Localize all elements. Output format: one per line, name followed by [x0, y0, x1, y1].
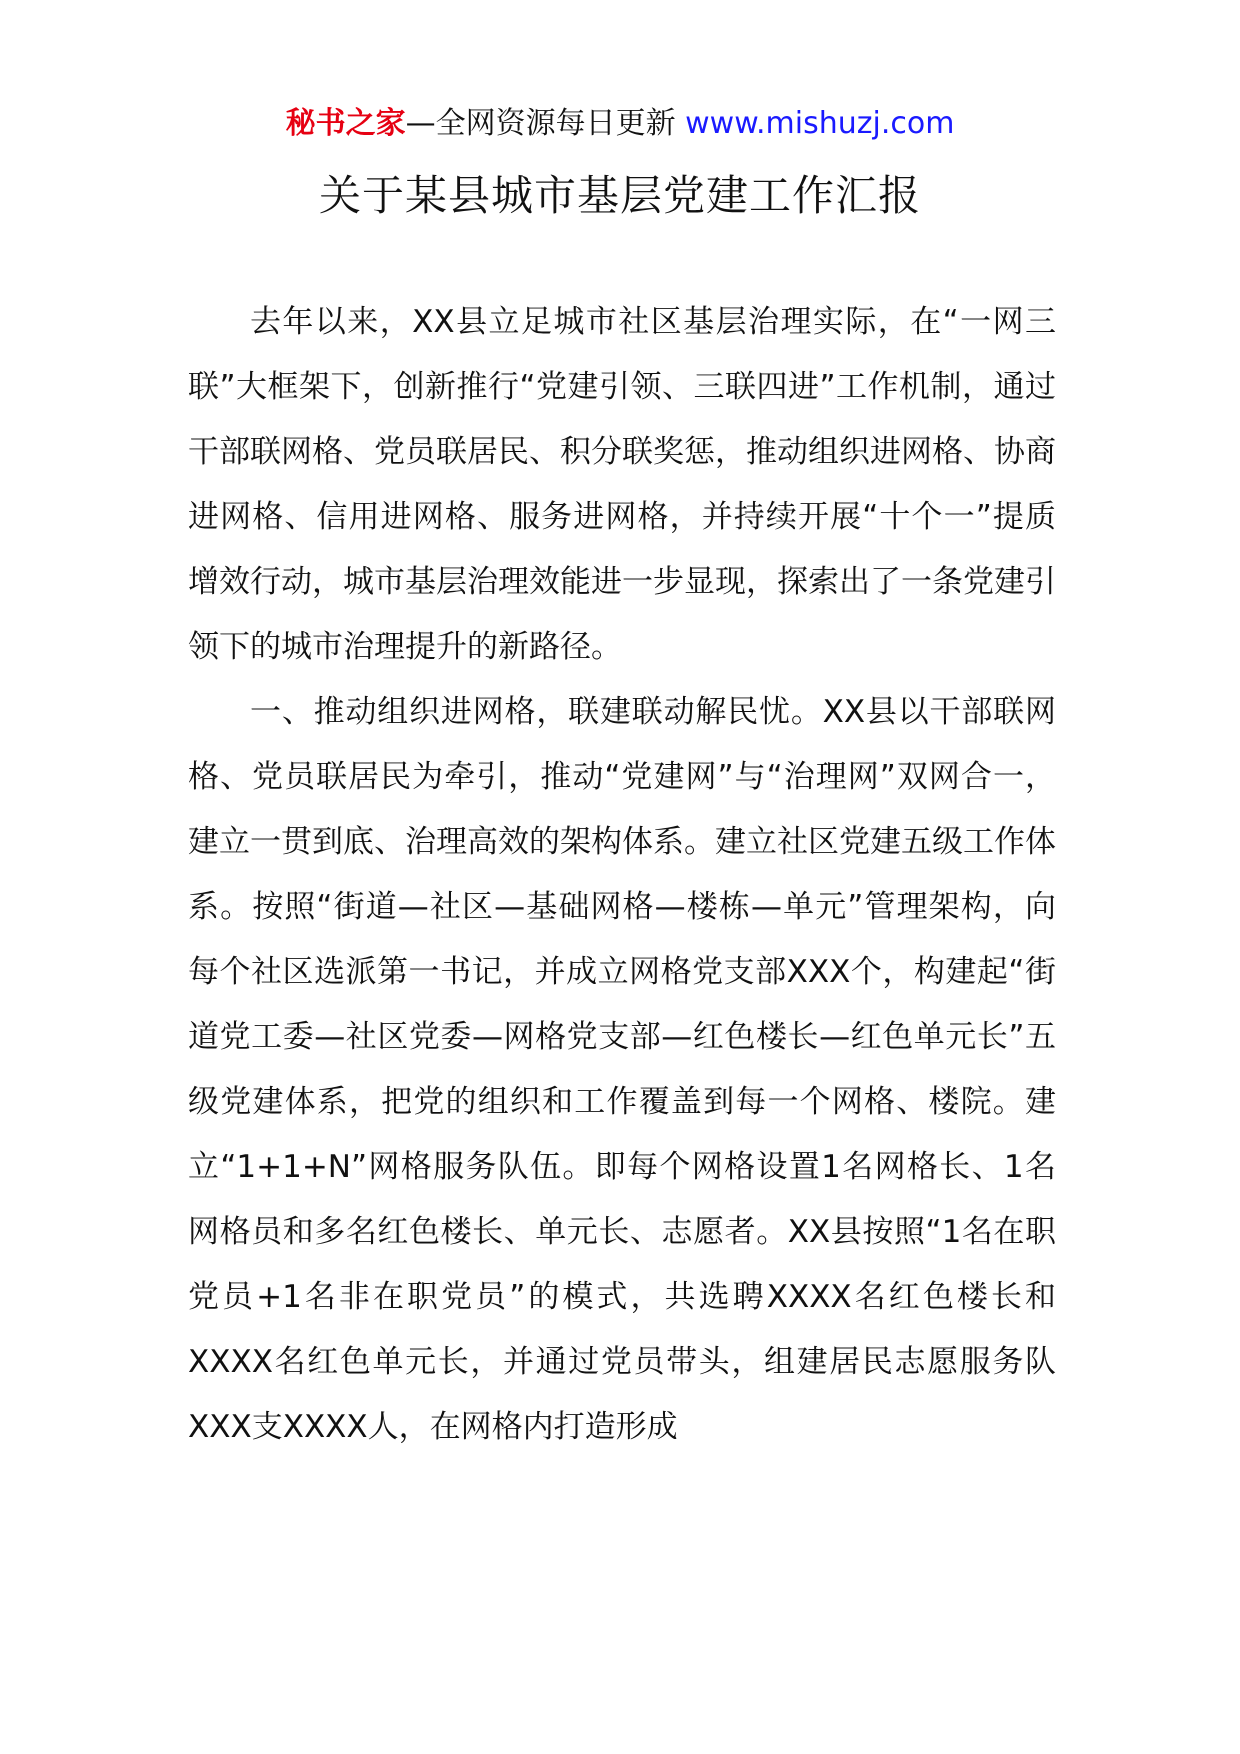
brand-name: 秘书之家 — [285, 106, 406, 141]
site-header — [0, 104, 1240, 144]
body-paragraph-intro: 去年以来，XX县立足城市社区基层治理实际，在“一网三联”大框架下，创新推行“党建引领、三联四进”工作机制，通过干部联网格、党员联居民、积分联奖惩，推动组织进网格、协商进网格、信用进网格、服务进网格，并持续开展“十个一”提质增效行动，城市基层治理效能进一步显现，探索出了一条党建引领下的城市治理提升的新路径。 — [188, 304, 1056, 665]
header-tagline: —全网资源每日更新 — [405, 106, 686, 141]
document-body — [188, 290, 1056, 1460]
document-title: 关于某县城市基层党建工作汇报 — [318, 171, 921, 220]
site-url-link[interactable]: www.mishuzj.com — [685, 106, 955, 141]
body-paragraph-section-1: 一、推动组织进网格，联建联动解民忧。XX县以干部联网格、党员联居民为牵引，推动“党建网”与“治理网”双网合一，建立一贯到底、治理高效的架构体系。建立社区党建五级工作体系。按照“街道—社区—基础网格—楼栋—单元”管理架构，向每个社区选派第一书记，并成立网格党支部XXX个，构建起“街道党工委—社区党委—网格党支部—红色楼长—红色单元长”五级党建体系，把党的组织和工作覆盖到每一个网格、楼院。建立“1+1+N”网格服务队伍。即每个网格设置1名网格长、1名网格员和多名红色楼长、单元长、志愿者。XX县按照“1名在职党员+1名非在职党员”的模式，共选聘XXXX名红色楼长和XXXX名红色单元长，并通过党员带头，组建居民志愿服务队XXX支XXXX人，在网格内打造形成 — [188, 694, 1056, 1445]
